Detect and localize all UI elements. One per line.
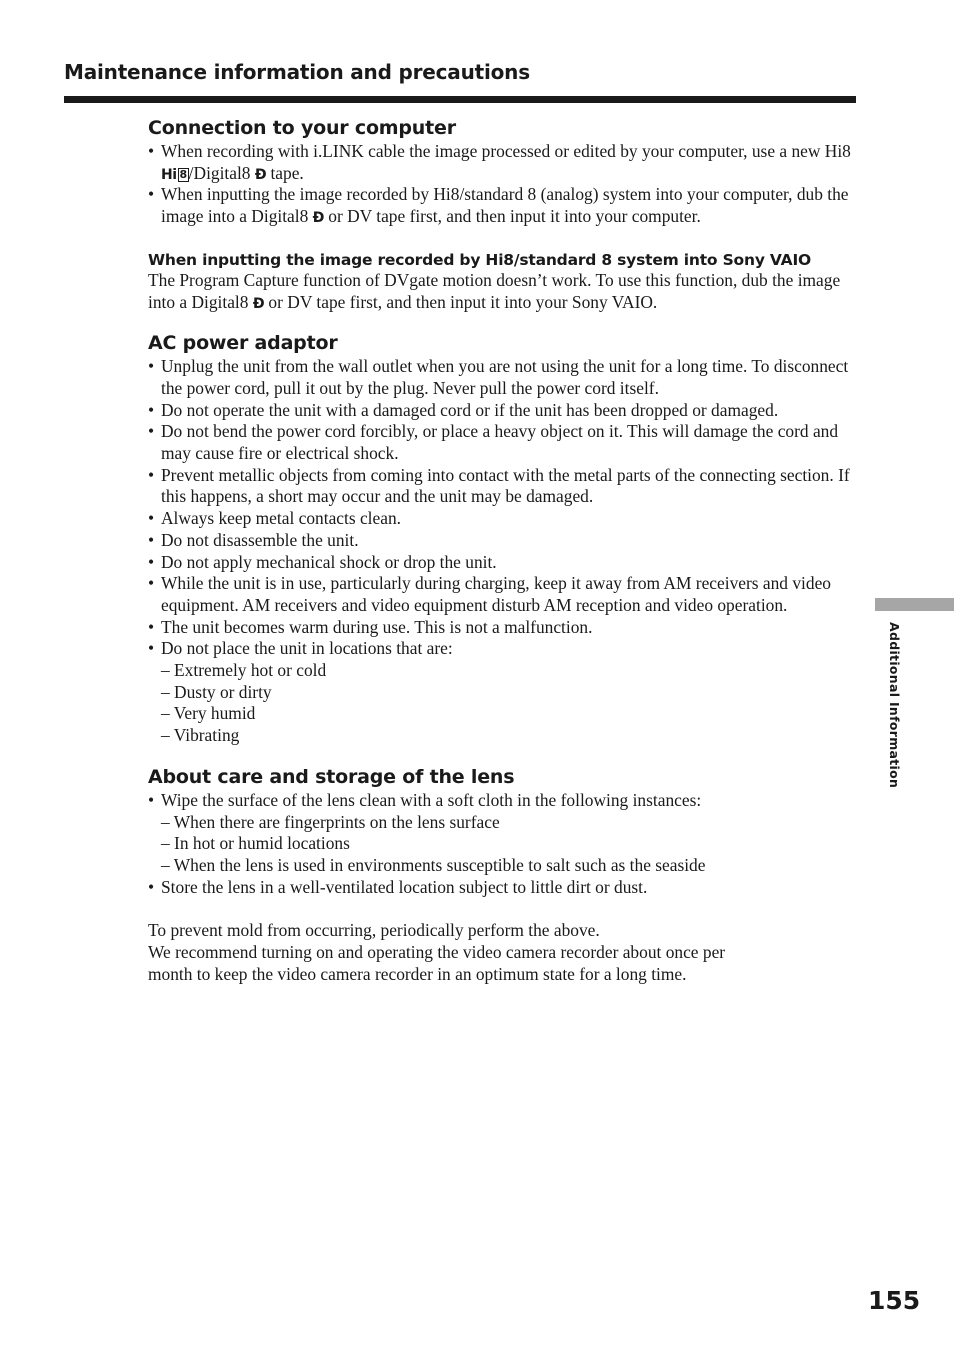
list-item: • Do not apply mechanical shock or drop the unit. [148,552,860,574]
hi8-format-mark: Hi 8 [161,166,187,183]
connection-list [148,141,860,228]
digital8-format-mark: Ð [252,295,265,312]
list-item: • Do not bend the power cord forcibly, or place a heavy object on it. This will damage the cord and may cause fire or electrical shock. [148,421,860,464]
digital8-format-mark: Ð [312,210,324,227]
list-item: • When inputting the image recorded by Hi8/standard 8 (analog) system into your computer, dub the image into a Digital8 Ð or DV tape first, and then input it into your computer. [148,184,860,227]
sub-list-item: – When the lens is used in environments susceptible to salt such as the seaside [161,854,706,875]
sub-list-item: – In hot or humid locations [161,833,350,854]
sub-list-item: – Very humid [161,703,256,724]
sub-list-item: – Vibrating [161,725,240,746]
list-item: • Do not disassemble the unit. [148,530,860,552]
main-content [148,116,860,986]
side-tab-label: Additional Information [887,622,902,789]
page-header-title: Maintenance information and precautions [64,60,530,84]
list-item: • Always keep metal contacts clean. [148,508,860,530]
vaio-paragraph: The Program Capture function of DVgate motion doesn’t work. To use this function, dub the image into a Digital8 Ð or DV tape first, and then input it into your Sony VAIO. [148,269,841,312]
sub-list-item: – Extremely hot or cold [161,660,327,681]
section-heading-ac-adaptor: AC power adaptor [148,332,338,355]
section-heading-lens: About care and storage of the lens [148,765,515,788]
header-rule [64,96,856,103]
list-item: • When recording with i.LINK cable the image processed or edited by your computer, use a new Hi8 Hi 8 /Digital8 Ð tape. [148,141,860,184]
section-connection [148,116,860,313]
sub-list-item: – Dusty or dirty [161,681,272,702]
subheading-vaio: When inputting the image recorded by Hi8/standard 8 system into Sony VAIO [148,250,812,269]
list-item: • Prevent metallic objects from coming into contact with the metal parts of the connecting section. If this happens, a short may occur and the unit may be damaged. [148,465,860,508]
section-lens [148,765,860,986]
lens-list [148,790,860,899]
list-item: • Store the lens in a well-ventilated location subject to little dirt or dust. [148,877,860,899]
list-item: • While the unit is in use, particularly during charging, keep it away from AM receivers and video equipment. AM receivers and video equipment disturb AM reception and video operation. [148,573,860,616]
list-item: • Do not operate the unit with a damaged cord or if the unit has been dropped or damaged. [148,400,860,422]
list-item: • The unit becomes warm during use. This is not a malfunction. [148,617,860,639]
ac-adaptor-list [148,356,860,747]
side-tab-marker [875,598,954,611]
list-item: • Wipe the surface of the lens clean with a soft cloth in the following instances: [148,790,860,812]
section-heading-connection: Connection to your computer [148,117,456,139]
list-item: • Unplug the unit from the wall outlet when you are not using the unit for a long time. To disconnect the power cord, pull it out by the plug. Never pull the power cord itself. [148,356,860,399]
page-number: 155 [868,1286,921,1315]
list-item: • Do not place the unit in locations that are: [148,638,860,660]
sub-list-item: – When there are fingerprints on the lens surface [161,811,500,832]
digital8-format-mark: Ð [254,166,267,183]
closing-paragraph: To prevent mold from occurring, periodically perform the above. [148,920,600,941]
closing-paragraph: We recommend turning on and operating the video camera recorder about once per month to keep the video camera recorder in an optimum state for a long time. [148,942,726,984]
section-ac-adaptor [148,331,860,747]
